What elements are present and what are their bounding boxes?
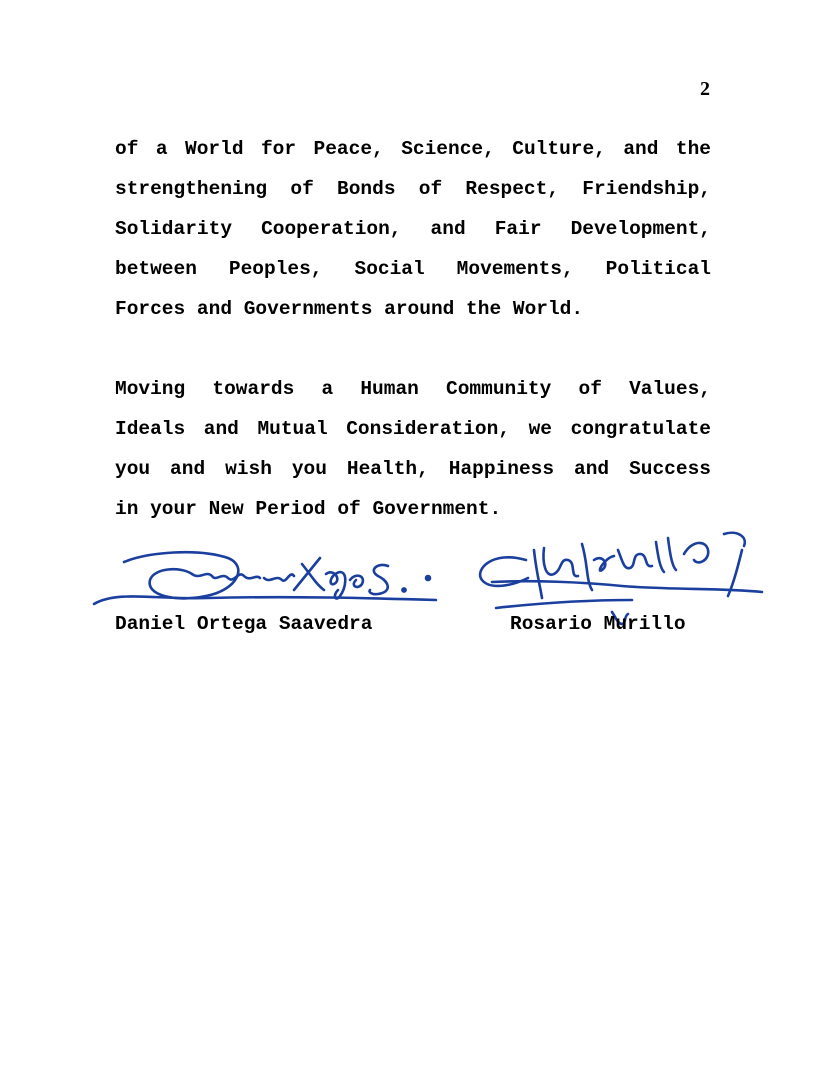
body-paragraph	[115, 369, 711, 529]
text-line: Moving towards a Human Community of Values,	[115, 378, 711, 400]
text-line: Forces and Governments around the World.	[115, 298, 584, 320]
body-paragraph	[115, 129, 711, 329]
text-line: of a World for Peace, Science, Culture, and the	[115, 138, 711, 160]
text-line: strengthening of Bonds of Respect, Friendship,	[115, 178, 711, 200]
page-number: 2	[700, 78, 710, 100]
text-line: in your New Period of Government.	[115, 498, 502, 520]
signer-name-ortega: Daniel Ortega Saavedra	[115, 613, 373, 635]
text-line: Ideals and Mutual Consideration, we congratulate	[115, 418, 711, 440]
signature-strokes	[94, 552, 436, 604]
text-line: Solidarity Cooperation, and Fair Development,	[115, 218, 711, 240]
text-line: between Peoples, Social Movements, Political	[115, 258, 711, 280]
text-line: you and wish you Health, Happiness and Success	[115, 458, 711, 480]
signature-ortega	[88, 540, 440, 616]
signer-name-murillo: Rosario Murillo	[510, 613, 686, 635]
